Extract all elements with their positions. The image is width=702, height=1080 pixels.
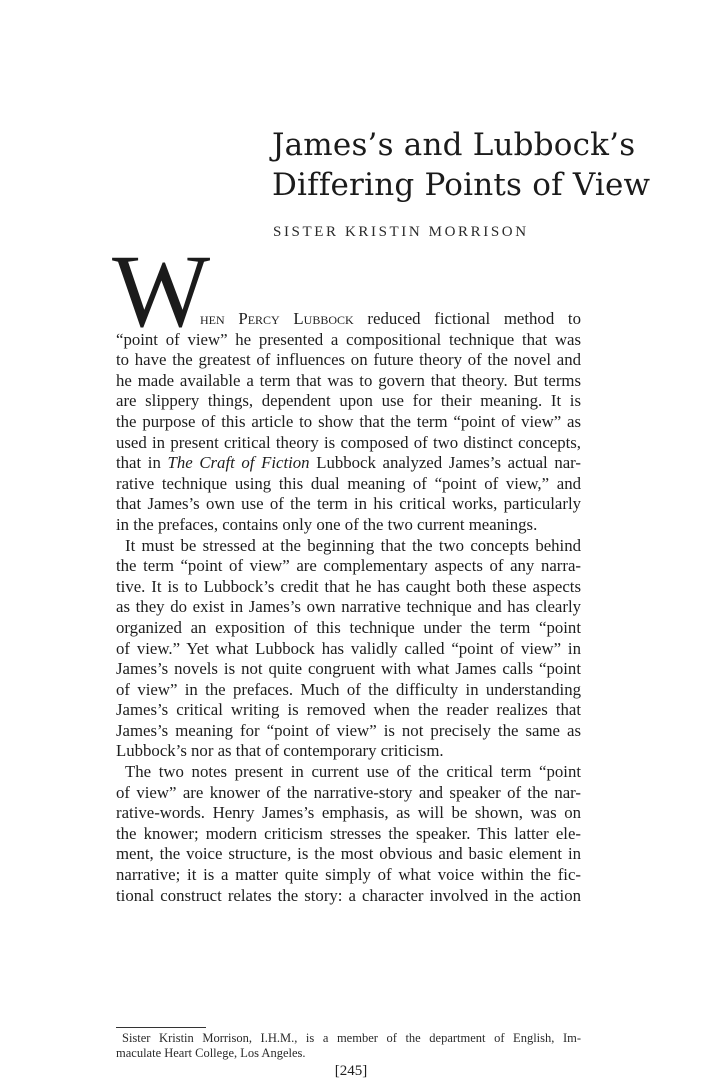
- body-line: the purpose of this article to show that the term “point of view” as: [116, 411, 581, 431]
- body-line: It must be stressed at the beginning that the two concepts behind: [125, 535, 581, 555]
- body-line: James’s novels is not quite congruent with what James calls “point: [116, 659, 581, 679]
- body-line: “point of view” he presented a compositional technique that was: [116, 329, 581, 349]
- body-line: ment, the voice structure, is the most obvious and basic element in: [116, 844, 581, 864]
- body-line: of view” in the prefaces. Much of the difficulty in understanding: [116, 679, 581, 699]
- body-line: rative technique using this dual meaning of “point of view,” and: [116, 473, 581, 493]
- title-line-1: James’s and Lubbock’s: [272, 127, 636, 163]
- body-line: James’s meaning for “point of view” is not precisely the same as: [116, 720, 581, 740]
- footnote-line-1: Sister Kristin Morrison, I.H.M., is a member of the department of English, Im-: [122, 1031, 581, 1045]
- first-line-smallcaps: hen Percy Lubbock: [200, 309, 354, 328]
- body-line: of view.” Yet what Lubbock has validly called “point of view” in: [116, 638, 581, 658]
- book-title-italic: The Craft of Fiction: [167, 453, 310, 473]
- footnote-line-2: maculate Heart College, Los Angeles.: [116, 1046, 306, 1060]
- body-line: used in present critical theory is composed of two distinct concepts,: [116, 432, 581, 452]
- drop-cap: W: [112, 234, 211, 349]
- body-line: James’s critical writing is removed when the reader realizes that: [116, 700, 581, 720]
- body-line: he made available a term that was to govern that theory. But terms: [116, 370, 581, 390]
- body-line: narrative; it is a matter quite simply of what voice within the fic-: [116, 865, 581, 885]
- first-line-rest: reduced fictional method to: [353, 309, 581, 328]
- body-line: tional construct relates the story: a character involved in the action: [116, 885, 581, 905]
- page-number: [245]: [334, 1063, 368, 1079]
- body-line-with-italic-title: that in The Craft of Fiction Lubbock analyzed James’s actual nar-: [116, 453, 582, 473]
- title-line-2: Differing Points of View: [272, 167, 651, 203]
- body-line: organized an exposition of this technique under the term “point: [116, 617, 581, 637]
- footnote-rule: [116, 1027, 206, 1028]
- body-line: rative-words. Henry James’s emphasis, as will be shown, was on: [116, 803, 581, 823]
- author-byline: SISTER KRISTIN MORRISON: [273, 224, 529, 240]
- body-line: are slippery things, dependent upon use for their meaning. It is: [116, 391, 581, 411]
- author-footnote: [116, 1031, 581, 1061]
- body-line: Lubbock’s nor as that of contemporary criticism.: [116, 741, 444, 761]
- body-line: in the prefaces, contains only one of the two current meanings.: [116, 514, 538, 534]
- body-line: tive. It is to Lubbock’s credit that he has caught both these aspects: [116, 576, 581, 596]
- body-line: of view” are knower of the narrative-story and speaker of the nar-: [116, 782, 581, 802]
- body-line: to have the greatest of influences on future theory of the novel and: [116, 350, 581, 370]
- first-line: [116, 309, 581, 330]
- body-line: the knower; modern criticism stresses the speaker. This latter ele-: [116, 823, 581, 843]
- body-line: as they do exist in James’s own narrative technique and has clearly: [116, 597, 581, 617]
- article-title: [272, 125, 650, 205]
- body-line: that James’s own use of the term in his critical works, particularly: [116, 494, 581, 514]
- body-line: The two notes present in current use of the critical term “point: [125, 762, 581, 782]
- article-body: [116, 309, 581, 906]
- body-line: the term “point of view” are complementary aspects of any narra-: [116, 556, 581, 576]
